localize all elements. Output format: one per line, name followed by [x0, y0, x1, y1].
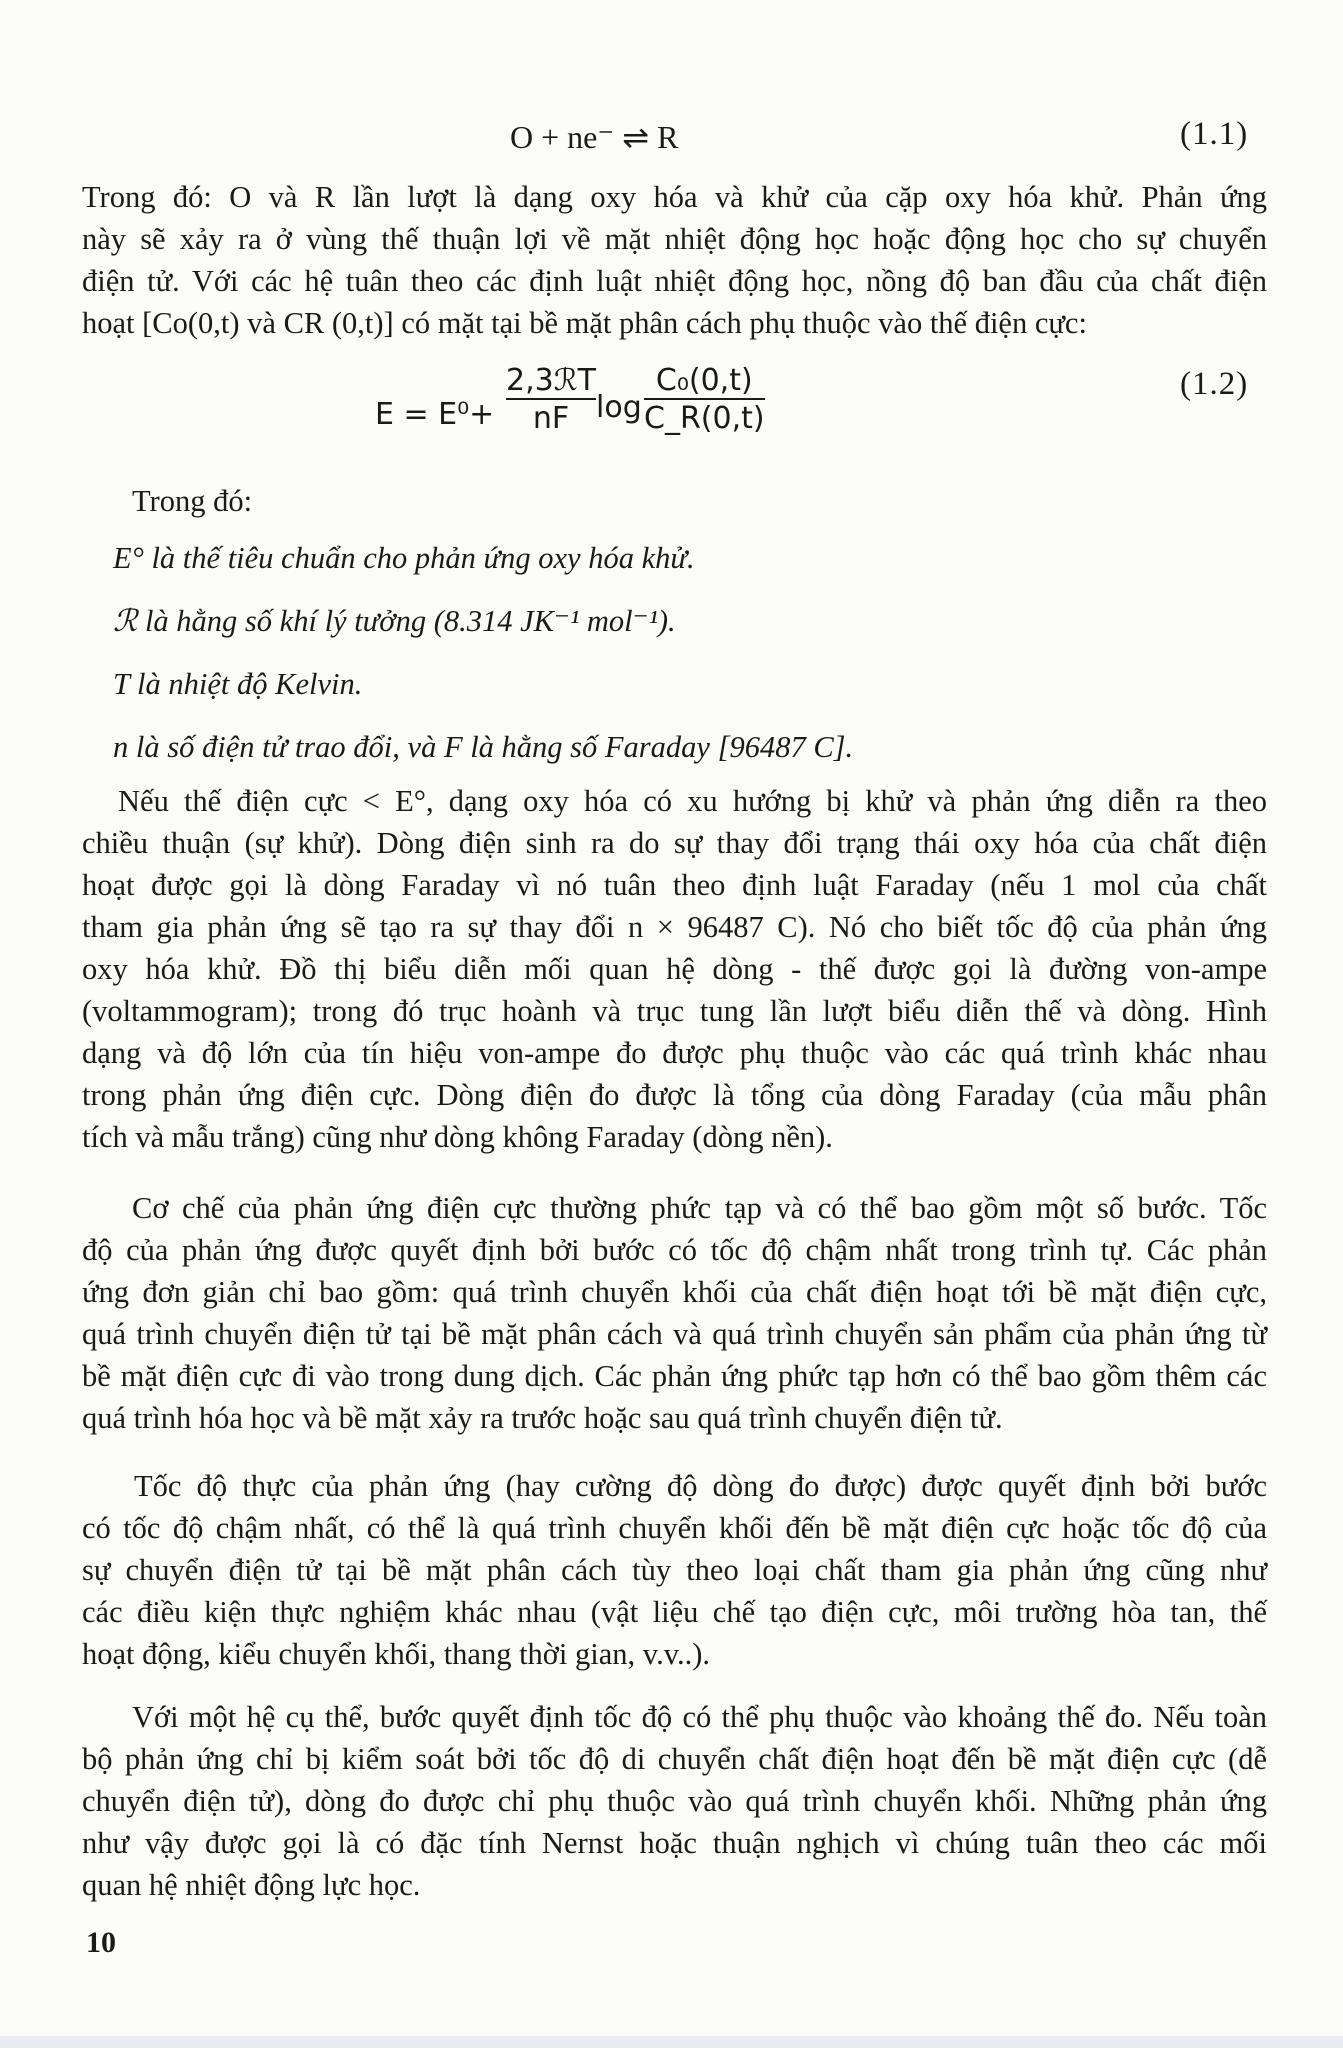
paragraph-line: trong phản ứng điện cực. Dòng điện đo được là tổng của dòng Faraday (của mẫu phân — [82, 1078, 1267, 1112]
paragraph-line: độ của phản ứng được quyết định bởi bước có tốc độ chậm nhất trong trình tự. Các phản — [82, 1233, 1267, 1267]
paragraph-line: Tốc độ thực của phản ứng (hay cường độ dòng đo được) được quyết định bởi bước — [134, 1469, 1267, 1503]
equation-1-2-coefficient — [506, 364, 596, 438]
paragraph-line: dạng và độ lớn của tín hiệu von-ampe đo được phụ thuộc vào các quá trình khác nhau — [82, 1036, 1267, 1070]
definition-r: ℛ là hằng số khí lý tưởng (8.314 JK⁻¹ mol⁻¹). — [113, 604, 676, 638]
paragraph-line: bề mặt điện cực đi vào trong dung dịch. Các phản ứng phức tạp hơn có thể bao gồm thêm các — [82, 1359, 1267, 1393]
intro-paragraph — [82, 176, 1267, 344]
paragraph-faraday — [82, 780, 1267, 1158]
paragraph-line: quan hệ nhiệt động lực học. — [82, 1868, 421, 1902]
scan-edge — [0, 2036, 1343, 2048]
paragraph-line: quá trình chuyển điện tử tại bề mặt phân cách và quá trình chuyển sản phẩm của phản ứng từ — [82, 1317, 1267, 1351]
definition-n-f: n là số điện tử trao đổi, và F là hằng số Faraday [96487 C]. — [113, 730, 854, 764]
intro-line: Trong đó: O và R lần lượt là dạng oxy hóa và khử của cặp oxy hóa khử. Phản ứng — [82, 180, 1267, 214]
paragraph-line: sự chuyển điện tử tại bề mặt phân cách tùy theo loại chất tham gia phản ứng cũng như — [82, 1553, 1267, 1587]
coefficient-denominator: nF — [532, 400, 570, 436]
where-label: Trong đó: — [132, 484, 253, 518]
paragraph-line: hoạt động, kiểu chuyển khối, thang thời gian, v.v..). — [82, 1637, 710, 1671]
equation-number-1-1: (1.1) — [1180, 116, 1249, 152]
paragraph-line: tích và mẫu trắng) cũng như dòng không Faraday (dòng nền). — [82, 1120, 833, 1154]
paragraph-line: oxy hóa khử. Đồ thị biểu diễn mối quan hệ dòng - thế được gọi là đường von-ampe — [82, 952, 1267, 986]
ratio-denominator: C_R(0,t) — [644, 400, 765, 436]
ratio-numerator: C₀(0,t) — [655, 363, 753, 398]
definition-t: T là nhiệt độ Kelvin. — [113, 667, 363, 701]
paragraph-line: có tốc độ chậm nhất, có thể là quá trình chuyển khối đến bề mặt điện cực hoặc tốc độ của — [82, 1511, 1267, 1545]
paragraph-line: ứng đơn giản chỉ bao gồm: quá trình chuyển khối của chất điện hoạt tới bề mặt điện cực, — [82, 1275, 1267, 1309]
paragraph-line: chiều thuận (sự khử). Dòng điện sinh ra do sự thay đổi trạng thái oxy hóa của chất điện — [82, 826, 1267, 860]
paragraph-line: Với một hệ cụ thể, bước quyết định tốc độ có thể phụ thuộc vào khoảng thế đo. Nếu toàn — [132, 1700, 1267, 1734]
coefficient-numerator: 2,3ℛT — [506, 363, 596, 398]
paragraph-line: (voltammogram); trong đó trục hoành và trục tung lần lượt biểu diễn thế và dòng. Hình — [82, 994, 1267, 1028]
paragraph-line: bộ phản ứng chỉ bị kiểm soát bởi tốc độ di chuyển chất điện hoạt đến bề mặt điện cực (dễ — [82, 1742, 1267, 1776]
intro-line: này sẽ xảy ra ở vùng thế thuận lợi về mặt nhiệt động học hoặc động học cho sự chuyển — [82, 222, 1267, 256]
paragraph-line: tham gia phản ứng sẽ tạo ra sự thay đổi n × 96487 C). Nó cho biết tốc độ của phản ứng — [82, 910, 1267, 944]
intro-line: điện tử. Với các hệ tuân theo các định luật nhiệt động học, nồng độ ban đầu của chất điện — [82, 264, 1267, 298]
paragraph-line: các điều kiện thực nghiệm khác nhau (vật liệu chế tạo điện cực, môi trường hòa tan, thế — [82, 1595, 1267, 1629]
paragraph-nernst — [82, 1696, 1267, 1906]
paragraph-line: như vậy được gọi là có đặc tính Nernst hoặc thuận nghịch vì chúng tuân theo các mối — [82, 1826, 1267, 1860]
equation-1-1: O + ne⁻ ⇌ R — [510, 119, 679, 155]
page-number: 10 — [86, 1926, 116, 1959]
intro-line: hoạt [Co(0,t) và CR (0,t)] có mặt tại bề mặt phân cách phụ thuộc vào thế điện cực: — [82, 306, 1087, 340]
equation-1-2-log: log — [596, 390, 642, 425]
equation-1-2-lhs: E = E⁰+ — [375, 397, 495, 432]
paragraph-mechanism — [82, 1187, 1267, 1439]
paragraph-line: hoạt được gọi là dòng Faraday vì nó tuân theo định luật Faraday (nếu 1 mol của chất — [82, 868, 1267, 902]
paragraph-line: Cơ chế của phản ứng điện cực thường phức tạp và có thể bao gồm một số bước. Tốc — [132, 1191, 1267, 1225]
paragraph-line: chuyển điện tử), dòng đo được chỉ phụ thuộc vào quá trình chuyển khối. Những phản ứng — [82, 1784, 1267, 1818]
definition-e0: E° là thế tiêu chuẩn cho phản ứng oxy hóa khử. — [113, 541, 695, 575]
equation-1-2-ratio — [644, 364, 765, 438]
equation-number-1-2: (1.2) — [1180, 366, 1249, 402]
paragraph-line: Nếu thế điện cực < E°, dạng oxy hóa có xu hướng bị khử và phản ứng diễn ra theo — [118, 784, 1267, 818]
paragraph-line: quá trình hóa học và bề mặt xảy ra trước hoặc sau quá trình chuyển điện tử. — [82, 1401, 1003, 1435]
paragraph-rate — [82, 1465, 1267, 1675]
